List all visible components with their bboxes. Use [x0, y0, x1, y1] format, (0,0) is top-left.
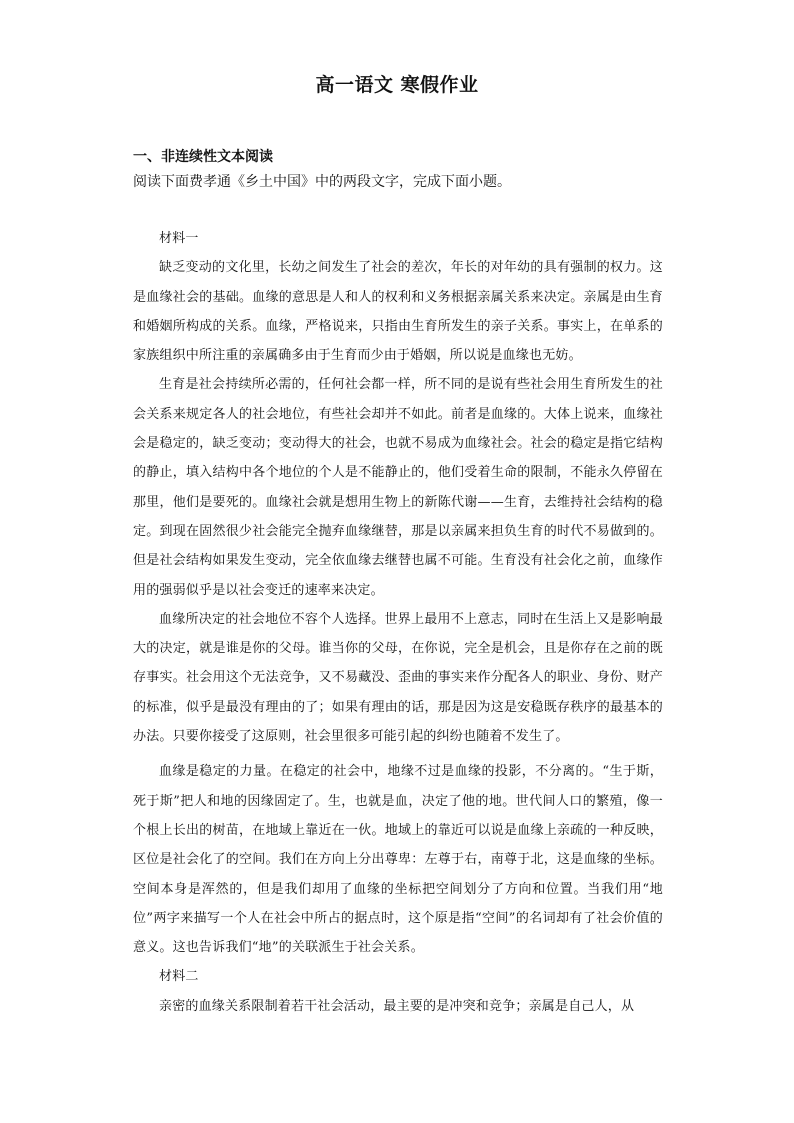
- paragraph-2: 生育是社会持续所必需的，任何社会都一样，所不同的是说有些社会用生育所发生的社会关系来规定各人的社会地位，有些社会却并不如此。前者是血缘的。大体上说来，血缘社会是稳定的，缺乏变动；变动得大的社会，也就不易成为血缘社会。社会的稳定是指它结构的静止，填入结构中各个地位的个人是不能静止的，他们受着生命的限制，不能永久停留在那里，他们是要死的。血缘社会就是想用生物上的新陈代谢——生育，去维持社会结构的稳定。到现在固然很少社会能完全抛弃血缘继替，那是以亲属来担负生育的时代不易做到的。但是社会结构如果发生变动，完全依血缘去继替也属不可能。生育没有社会化之前，血缘作用的强弱似乎是以社会变迁的速率来决定。: [133, 377, 663, 598]
- reading-instruction: 阅读下面费孝通《乡土中国》中的两段文字，完成下面小题。: [133, 174, 511, 190]
- paragraph-3: 血缘所决定的社会地位不容个人选择。世界上最用不上意志，同时在生活上又是影响最大的决定，就是谁是你的父母。谁当你的父母，在你说，完全是机会，且是你存在之前的既存事实。社会用这个无法竞争，又不易藏没、歪曲的事实来作分配各人的职业、身份、财产的标准，似乎是最没有理由的了；如果有理由的话，那是因为这是安稳既存秩序的最基本的办法。只要你接受了这原则，社会里很多可能引起的纠纷也随着不发生了。: [133, 611, 663, 745]
- section-heading: 一、非连续性文本阅读: [133, 149, 273, 165]
- paragraph-4: 血缘是稳定的力量。在稳定的社会中，地缘不过是血缘的投影，不分离的。“生于斯，死于斯”把人和地的因缘固定了。生，也就是血，决定了他的地。世代间人口的繁殖，像一个根上长出的树苗，在地域上靠近在一伙。地域上的靠近可以说是血缘上亲疏的一种反映，区位是社会化了的空间。我们在方向上分出尊卑：左尊于右，南尊于北，这是血缘的坐标。空间本身是浑然的，但是我们却用了血缘的坐标把空间划分了方向和位置。当我们用“地位”两字来描写一个人在社会中所占的据点时，这个原是指“空间”的名词却有了社会价值的意义。这也告诉我们“地”的关联派生于社会关系。: [133, 764, 663, 956]
- material-one-label: 材料一: [159, 231, 199, 246]
- reading-passage: [133, 224, 663, 1021]
- material-two-paragraph-1: 亲密的血缘关系限制着若干社会活动，最主要的是冲突和竞争；亲属是自己人，从: [159, 998, 635, 1014]
- paragraph-1: 缺乏变动的文化里，长幼之间发生了社会的差次，年长的对年幼的具有强制的权力。这是血缘社会的基础。血缘的意思是人和人的权利和义务根据亲属关系来决定。亲属是由生育和婚姻所构成的关系。血缘，严格说来，只指由生育所发生的亲子关系。事实上，在单系的家族组织中所注重的亲属确多由于生育而少由于婚姻，所以说是血缘也无妨。: [133, 260, 663, 364]
- page-title: 高一语文 寒假作业: [315, 74, 479, 96]
- material-two-label: 材料二: [159, 969, 199, 985]
